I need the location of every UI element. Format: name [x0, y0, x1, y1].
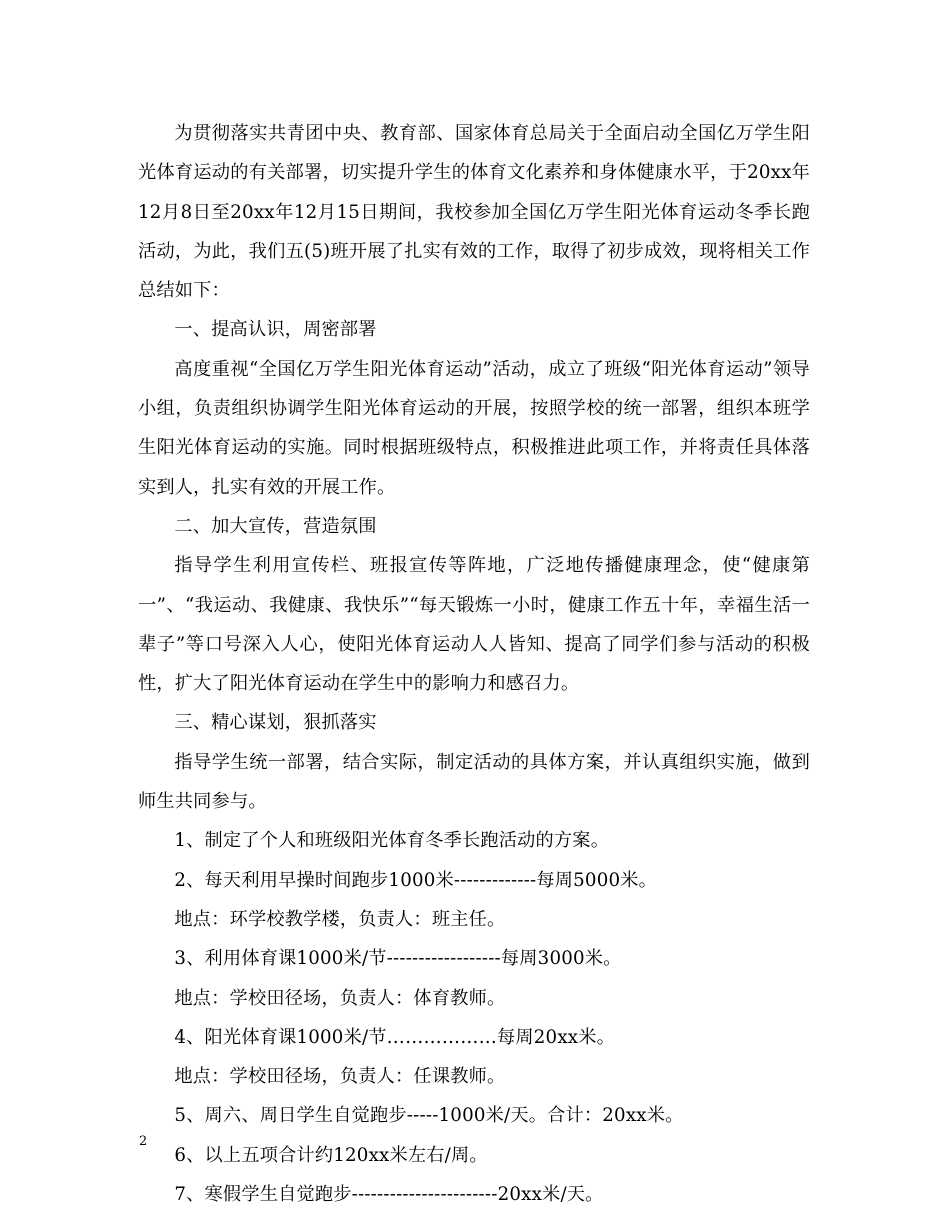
section-heading-1: 一、提高认识，周密部署 — [174, 319, 377, 341]
list-item-6: 6、以上五项合计约120xx米左右/周。 — [174, 1144, 488, 1166]
paragraph-intro: 为贯彻落实共青团中央、教育部、国家体育总局关于全面启动全国亿万学生阳光体育运动的有关部署，切实提升学生的体育文化素养和身体健康水平，于20xx年12月8日至20xx年12月15日期间，我校参加全国亿万学生阳光体育运动冬季长跑活动，为此，我们五(5)班开展了扎实有效的工作，取得了初步成效，现将相关工作总结如下： — [138, 123, 810, 302]
list-item-5: 5、周六、周日学生自觉跑步-----1000米/天。合计：20xx米。 — [174, 1105, 684, 1127]
section-heading-2: 二、加大宣传，营造氛围 — [174, 515, 377, 537]
list-item-2-location: 地点：环学校教学楼，负责人：班主任。 — [174, 908, 506, 930]
list-item-4: 4、阳光体育课1000米/节………………每周20xx米。 — [174, 1026, 616, 1048]
paragraph-section-2: 指导学生利用宣传栏、班报宣传等阵地，广泛地传播健康理念，使“健康第一”、“我运动、我健康、我快乐”“每天锻炼一小时，健康工作五十年，幸福生活一辈子”等口号深入人心，使阳光体育运动人人皆知、提高了同学们参与活动的积极性，扩大了阳光体育运动在学生中的影响力和感召力。 — [138, 555, 810, 695]
list-item-7: 7、寒假学生自觉跑步-----------------------20xx米/天。 — [174, 1184, 604, 1206]
list-item-3: 3、利用体育课1000米/节------------------每周3000米。 — [174, 948, 622, 970]
paragraph-section-3: 指导学生统一部署，结合实际，制定活动的具体方案，并认真组织实施，做到师生共同参与。 — [138, 751, 810, 813]
page-number: 2 — [139, 1134, 148, 1149]
list-item-3-location: 地点：学校田径场，负责人：体育教师。 — [174, 987, 506, 1009]
list-item-2: 2、每天利用早操时间跑步1000米-------------每周5000米。 — [174, 869, 658, 891]
list-item-1: 1、制定了个人和班级阳光体育冬季长跑活动的方案。 — [174, 830, 610, 852]
document-body — [138, 114, 810, 1214]
paragraph-section-1: 高度重视“全国亿万学生阳光体育运动”活动，成立了班级“阳光体育运动”领导小组，负责组织协调学生阳光体育运动的开展，按照学校的统一部署，组织本班学生阳光体育运动的实施。同时根据班级特点，积极推进此项工作，并将责任具体落实到人，扎实有效的开展工作。 — [138, 358, 810, 498]
section-heading-3: 三、精心谋划，狠抓落实 — [174, 712, 377, 734]
list-item-4-location: 地点：学校田径场，负责人：任课教师。 — [174, 1066, 506, 1088]
